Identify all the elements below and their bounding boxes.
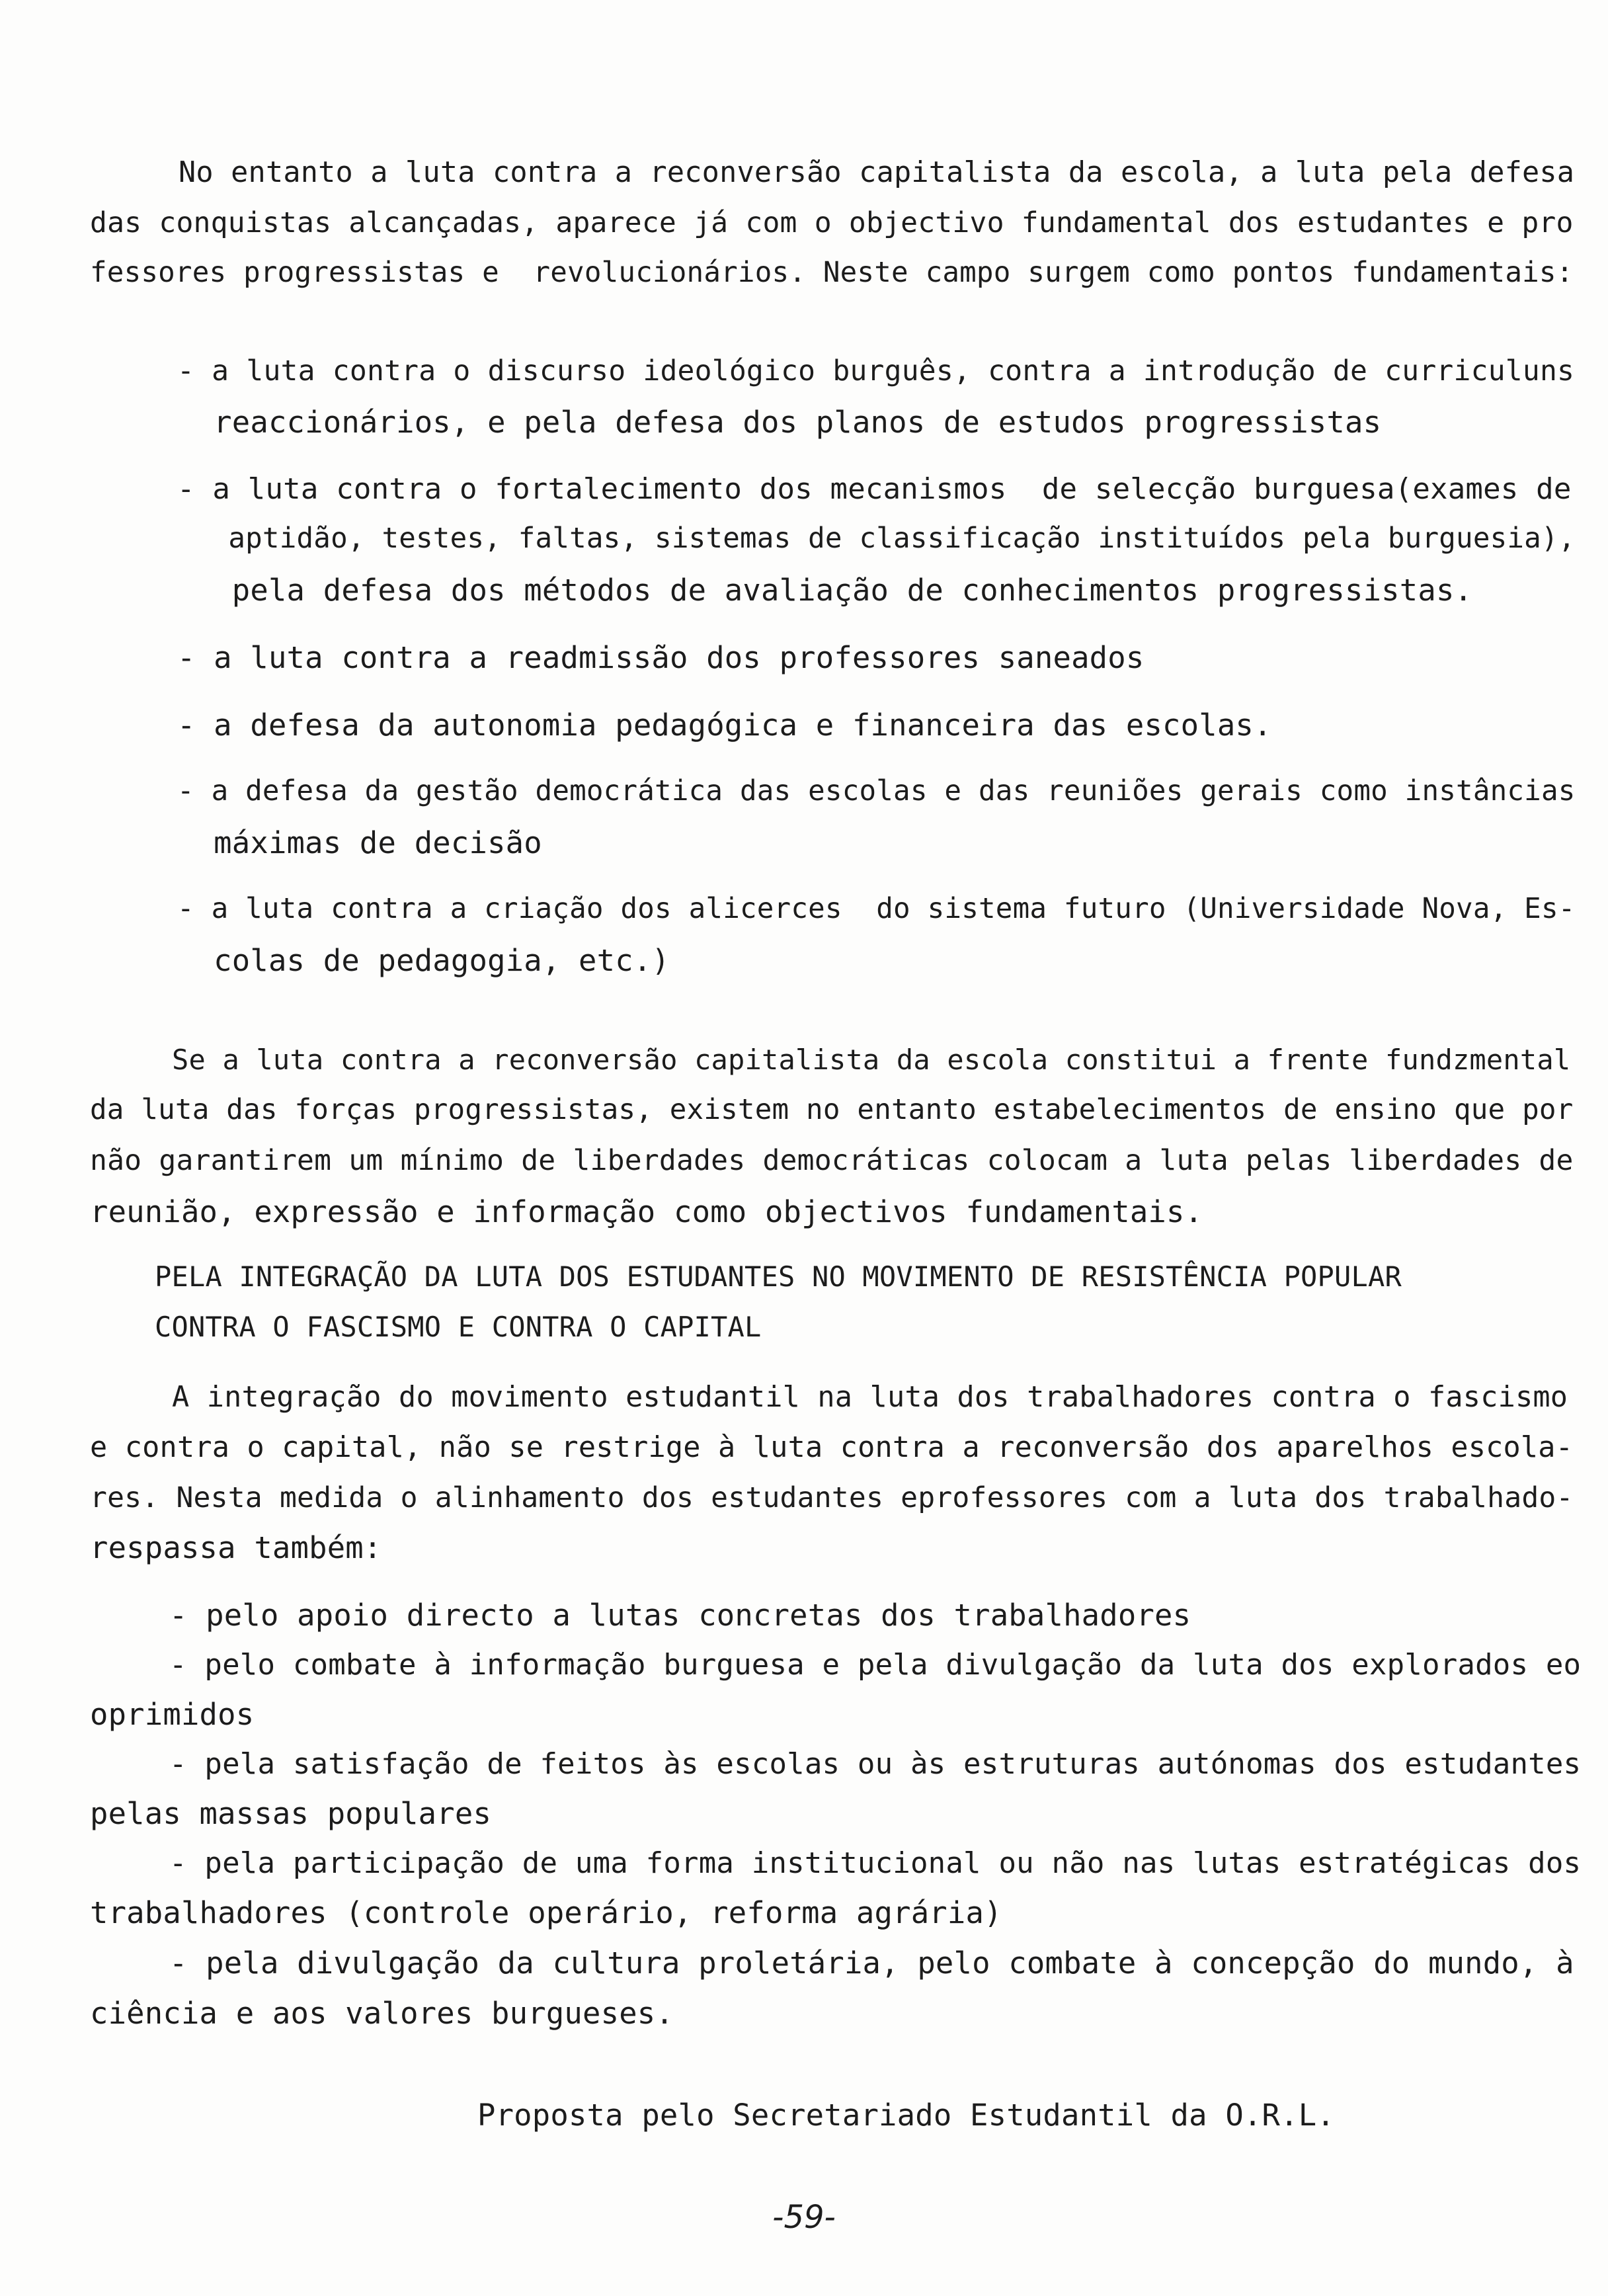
text-line: e contra o capital, não se restrige à luta contra a reconversão dos aparelhos escola-: [90, 1431, 1574, 1464]
list-item: - pelo combate à informação burguesa e pela divulgação da luta dos explorados eo: [169, 1648, 1582, 1682]
list-item: - a defesa da autonomia pedagógica e financeira das escolas.: [177, 708, 1272, 743]
list-item-continuation: reaccionários, e pela defesa dos planos de estudos progressistas: [177, 405, 1382, 440]
page-number: -59-: [772, 2199, 836, 2236]
list-item: - pela divulgação da cultura proletária, pelo combate à concepção do mundo, à: [169, 1946, 1574, 1981]
list-item-continuation: colas de pedagogia, etc.): [177, 943, 670, 978]
text-line: fessores progressistas e revolucionários. Neste campo surgem como pontos fundamentais:: [90, 257, 1574, 289]
list-item-continuation: oprimidos: [90, 1697, 255, 1732]
list-item-continuation: ciência e aos valores burgueses.: [90, 1996, 674, 2031]
list-item-continuation: trabalhadores (controle operário, reforma agrária): [90, 1895, 1002, 1930]
list-item: - a luta contra a readmissão dos professores saneados: [177, 640, 1145, 675]
list-item: - a luta contra a criação dos alicerces do sistema futuro (Universidade Nova, Es-: [177, 893, 1576, 925]
list-item-continuation: pelas massas populares: [90, 1796, 492, 1831]
heading-line: CONTRA O FASCISMO E CONTRA O CAPITAL: [155, 1311, 762, 1343]
signature-line: Proposta pelo Secretariado Estudantil da O.R.L.: [477, 2098, 1335, 2133]
text-line: respassa também:: [90, 1530, 382, 1565]
list-item: - pela satisfação de feitos às escolas ou às estruturas autónomas dos estudantes: [169, 1747, 1582, 1781]
text-line: Se a luta contra a reconversão capitalista da escola constitui a frente fundzmental: [172, 1044, 1571, 1076]
text-line: res. Nesta medida o alinhamento dos estudantes eprofessores com a luta dos trabalhado-: [90, 1481, 1574, 1514]
text-line: A integração do movimento estudantil na luta dos trabalhadores contra o fascismo: [172, 1381, 1568, 1414]
list-item: - a defesa da gestão democrática das escolas e das reuniões gerais como instâncias: [177, 775, 1576, 807]
list-item: - pelo apoio directo a lutas concretas dos trabalhadores: [169, 1598, 1191, 1633]
text-line: não garantirem um mínimo de liberdades democráticas colocam a luta pelas liberdades de: [90, 1144, 1574, 1177]
list-item: - a luta contra o fortalecimento dos mecanismos de selecção burguesa(exames de: [177, 472, 1572, 506]
text-line: reunião, expressão e informação como objectivos fundamentais.: [90, 1194, 1203, 1229]
list-item-continuation: pela defesa dos métodos de avaliação de conhecimentos progressistas.: [177, 573, 1473, 608]
list-item: - pela participação de uma forma institucional ou não nas lutas estratégicas dos: [169, 1846, 1582, 1880]
list-item: - a luta contra o discurso ideológico burguês, contra a introdução de curriculuns: [177, 354, 1575, 388]
list-item-continuation: máximas de decisão: [177, 825, 542, 860]
text-line: das conquistas alcançadas, aparece já com o objectivo fundamental dos estudantes e pro: [90, 206, 1574, 239]
text-line: da luta das forças progressistas, existem no entanto estabelecimentos de ensino que por: [90, 1094, 1574, 1126]
heading-line: PELA INTEGRAÇÃO DA LUTA DOS ESTUDANTES NO MOVIMENTO DE RESISTÊNCIA POPULAR: [155, 1260, 1402, 1293]
list-item-continuation: aptidão, testes, faltas, sistemas de classificação instituídos pela burguesia),: [177, 522, 1576, 555]
text-line: No entanto a luta contra a reconversão capitalista da escola, a luta pela defesa: [179, 156, 1575, 189]
